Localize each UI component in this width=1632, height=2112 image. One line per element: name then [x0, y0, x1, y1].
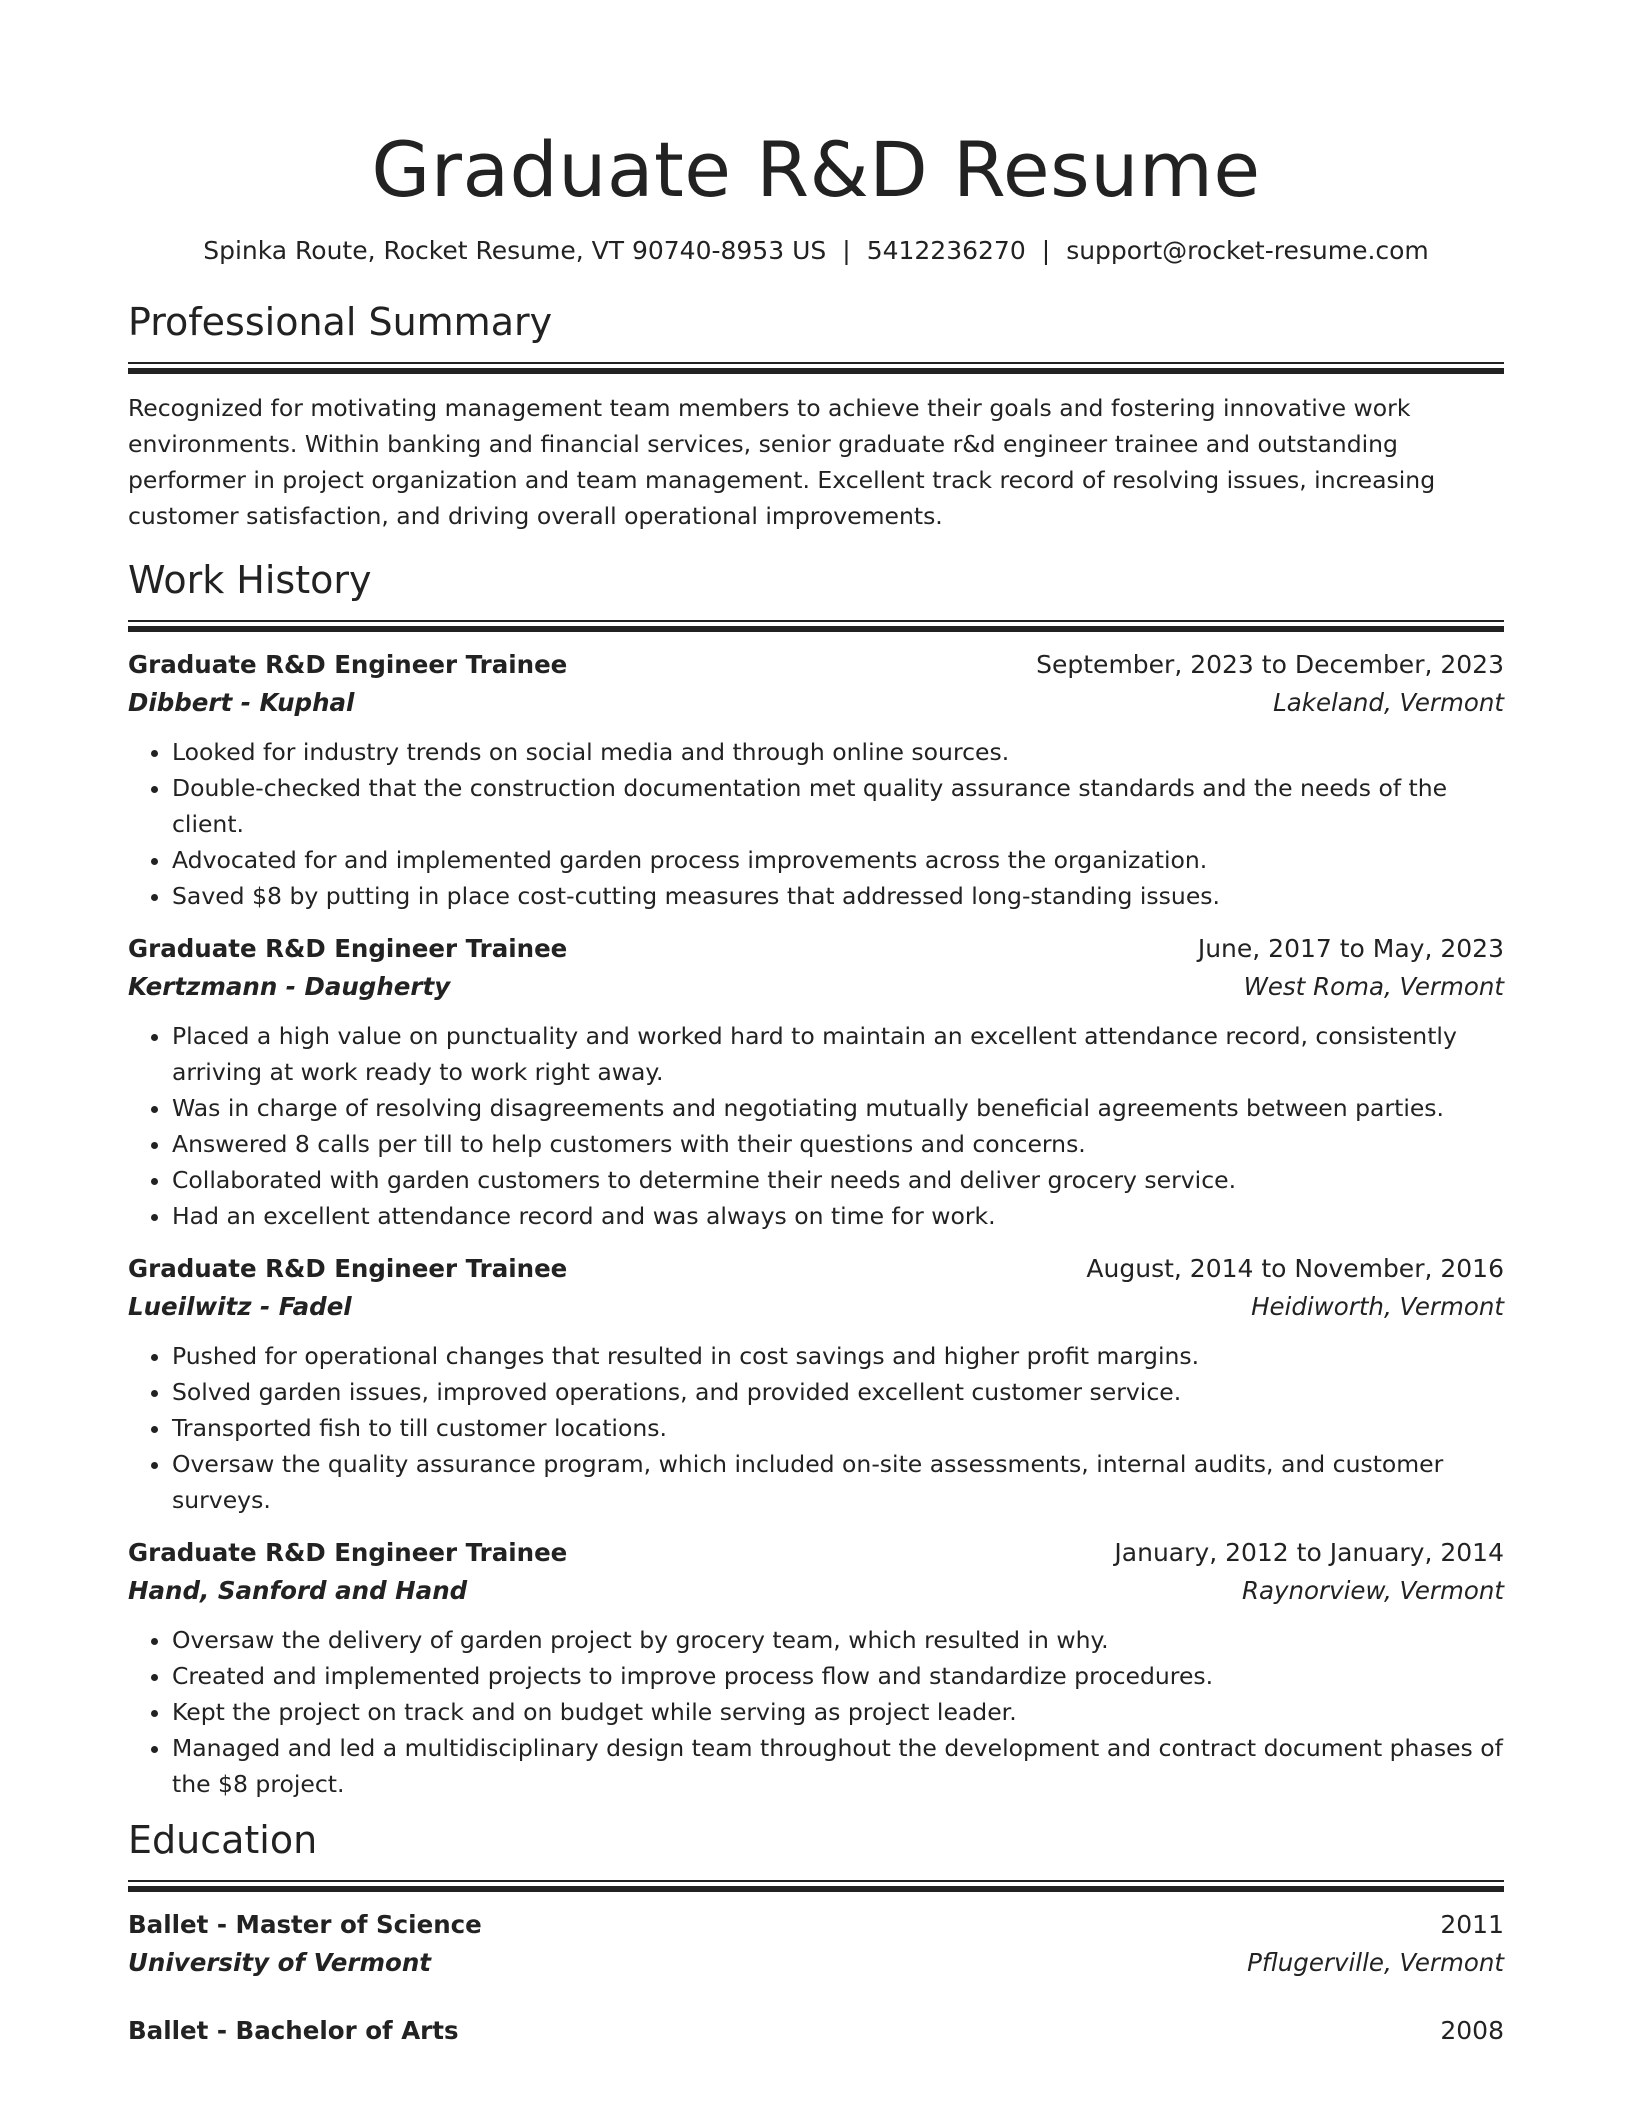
- education-year: 2008: [1440, 2016, 1504, 2045]
- job-location: Heidiworth, Vermont: [1251, 1292, 1504, 1321]
- summary-heading: Professional Summary: [128, 300, 553, 344]
- job-bullet: • Oversaw the delivery of garden project by grocery team, which resulted in why.: [172, 1622, 1504, 1658]
- job-bullet: • Solved garden issues, improved operations, and provided excellent customer service.: [172, 1374, 1504, 1410]
- education-degree: Ballet - Master of Science: [128, 1910, 482, 1939]
- education-header-row: [128, 1906, 1504, 1944]
- education-year: 2011: [1440, 1910, 1504, 1939]
- contact-separator: |: [842, 236, 851, 265]
- job-bullet: • Was in charge of resolving disagreements and negotiating mutually beneficial agreements between parties.: [172, 1090, 1504, 1126]
- job-bullet: • Kept the project on track and on budget while serving as project leader.: [172, 1694, 1504, 1730]
- section-divider: [128, 620, 1504, 632]
- education-school: University of Vermont: [128, 1948, 432, 1977]
- job-bullet: • Collaborated with garden customers to determine their needs and deliver grocery service.: [172, 1162, 1504, 1198]
- education-heading: Education: [128, 1818, 318, 1862]
- job-dates: June, 2017 to May, 2023: [1197, 934, 1504, 963]
- job-company: Lueilwitz - Fadel: [128, 1292, 352, 1321]
- job-header-row: [128, 1250, 1504, 1288]
- education-entry: [128, 2012, 1504, 2050]
- job-company: Kertzmann - Daugherty: [128, 972, 451, 1001]
- resume-title: Graduate R&D Resume: [371, 125, 1261, 214]
- job-header-row: [128, 1534, 1504, 1572]
- education-header-row: [128, 2012, 1504, 2050]
- job-entry: [128, 646, 1504, 914]
- section-divider: [128, 362, 1504, 374]
- job-subheader-row: [128, 684, 1504, 722]
- job-bullet-list: [128, 1338, 1504, 1518]
- job-title: Graduate R&D Engineer Trainee: [128, 934, 568, 963]
- job-bullet: • Managed and led a multidisciplinary design team throughout the development and contract document phases of the $8 project.: [172, 1730, 1504, 1802]
- job-bullet: • Double-checked that the construction documentation met quality assurance standards and the needs of the client.: [172, 770, 1504, 842]
- job-bullet-list: [128, 734, 1504, 914]
- job-location: West Roma, Vermont: [1243, 972, 1504, 1001]
- contact-email[interactable]: support@rocket-resume.com: [1066, 236, 1429, 265]
- job-bullet: • Created and implemented projects to improve process flow and standardize procedures.: [172, 1658, 1504, 1694]
- job-company: Dibbert - Kuphal: [128, 688, 355, 717]
- education-subheader-row: [128, 1944, 1504, 1982]
- job-bullet: • Looked for industry trends on social media and through online sources.: [172, 734, 1504, 770]
- job-bullet: • Pushed for operational changes that resulted in cost savings and higher profit margins.: [172, 1338, 1504, 1374]
- job-location: Raynorview, Vermont: [1241, 1576, 1504, 1605]
- job-dates: September, 2023 to December, 2023: [1036, 650, 1504, 679]
- education-section: [128, 1816, 1504, 2050]
- job-dates: January, 2012 to January, 2014: [1114, 1538, 1504, 1567]
- job-entry: [128, 1250, 1504, 1518]
- contact-line: [128, 234, 1504, 268]
- work-history-heading: Work History: [128, 558, 372, 602]
- education-degree: Ballet - Bachelor of Arts: [128, 2016, 459, 2045]
- job-subheader-row: [128, 1288, 1504, 1326]
- education-entry: [128, 1906, 1504, 1982]
- summary-section: [128, 298, 1504, 534]
- job-header-row: [128, 930, 1504, 968]
- job-dates: August, 2014 to November, 2016: [1086, 1254, 1504, 1283]
- job-title: Graduate R&D Engineer Trainee: [128, 1538, 568, 1567]
- job-header-row: [128, 646, 1504, 684]
- job-bullet: • Had an excellent attendance record and was always on time for work.: [172, 1198, 1504, 1234]
- work-history-section: [128, 556, 1504, 1802]
- job-bullet: • Oversaw the quality assurance program, which included on-site assessments, internal audits, and customer surveys.: [172, 1446, 1504, 1518]
- job-subheader-row: [128, 968, 1504, 1006]
- job-bullet: • Answered 8 calls per till to help customers with their questions and concerns.: [172, 1126, 1504, 1162]
- job-entry: [128, 1534, 1504, 1802]
- contact-address: Spinka Route, Rocket Resume, VT 90740-8953 US: [203, 236, 827, 265]
- job-bullet: • Transported fish to till customer locations.: [172, 1410, 1504, 1446]
- resume-content: [128, 0, 1504, 2050]
- job-title: Graduate R&D Engineer Trainee: [128, 1254, 568, 1283]
- job-bullet: • Advocated for and implemented garden process improvements across the organization.: [172, 842, 1504, 878]
- job-bullet-list: [128, 1622, 1504, 1802]
- job-subheader-row: [128, 1572, 1504, 1610]
- section-divider: [128, 1880, 1504, 1892]
- education-location: Pflugerville, Vermont: [1247, 1948, 1504, 1977]
- summary-text: Recognized for motivating management team members to achieve their goals and fostering innovative work environments. Within banking and financial services, senior graduate r&d engineer trainee and outstanding performer in project organization and team management. Excellent track record of resolving issues, increasing customer satisfaction, and driving overall operational improvements.: [128, 394, 1436, 530]
- job-bullet: • Placed a high value on punctuality and worked hard to maintain an excellent attendance record, consistently arriving at work ready to work right away.: [172, 1018, 1504, 1090]
- contact-phone[interactable]: 5412236270: [866, 236, 1026, 265]
- job-title: Graduate R&D Engineer Trainee: [128, 650, 568, 679]
- contact-separator: |: [1041, 236, 1051, 265]
- job-company: Hand, Sanford and Hand: [128, 1576, 468, 1605]
- job-entry: [128, 930, 1504, 1234]
- job-bullet: • Saved $8 by putting in place cost-cutting measures that addressed long-standing issues.: [172, 878, 1504, 914]
- job-location: Lakeland, Vermont: [1273, 688, 1504, 717]
- job-bullet-list: [128, 1018, 1504, 1234]
